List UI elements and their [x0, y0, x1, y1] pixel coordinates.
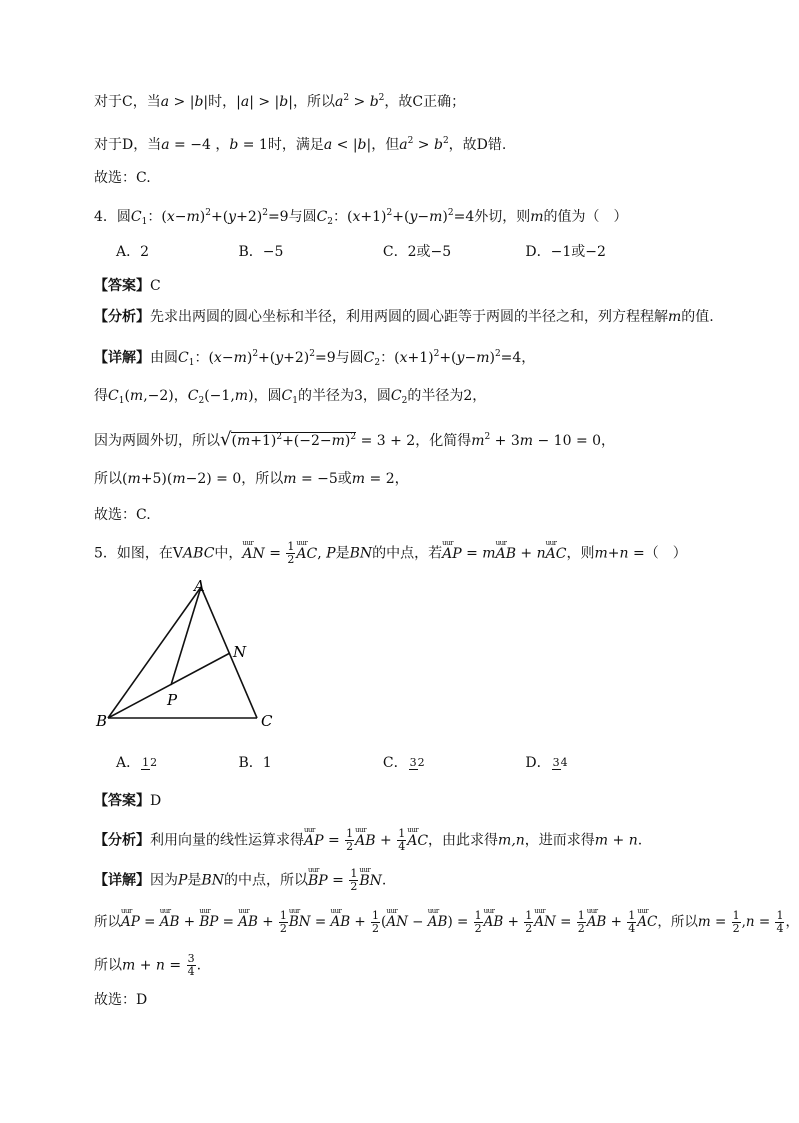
q4-detail-3a: 因为两圆外切，所以: [94, 433, 220, 449]
label-c: C: [261, 712, 273, 730]
side-ac: [201, 587, 257, 718]
q5-detail-2: 所以uur AP = uur AB + uur BP = uur AB + $\frac{1}{2}$ uur BN = uur AB + $\frac{1}{2}$ (uur AN − uur AB) = $\frac{1}{2}$ uur AB + $\frac{1}{2}$ uur AN = $\frac{1}{2}$ uur AB + $\frac{1}{4}$ uur AC，所以m = $\frac{1}{2}$ ,n = $\frac{1}{4}$ ，: [94, 910, 799, 935]
q5-answer-value: D: [150, 793, 162, 809]
q4-option-d[interactable]: D．−1或−2: [525, 244, 606, 260]
q4-options: [116, 242, 606, 262]
q5-detail-1: 【详解】因为P是BN的中点，所以uur BP = $\frac{1}{2}$ uur BN.: [94, 868, 386, 893]
q4-detail-2: 得$C_1(m,-2)$，$C_2(-1,m)$，圆$C_1$的半径为3，圆$C_2$的半径为2，: [94, 388, 487, 406]
q5-analysis-tag: 【分析】: [94, 832, 150, 849]
q5-stem: 5．如图，在VABC中，uur AN = $\frac{1}{2}$ uur AC, P是BN的中点，若uur AP = muur AB + nuur AC，则m+n =（ ）: [94, 541, 687, 566]
side-ab: [108, 587, 201, 718]
q4-option-c[interactable]: C．2或−5: [382, 244, 452, 260]
q5-answer-tag: 【答案】: [94, 793, 150, 809]
label-b: B: [96, 712, 108, 730]
q5-option-d[interactable]: D． 34: [525, 755, 568, 771]
q4-option-a[interactable]: A．2: [116, 244, 150, 260]
prev-solution-choose: 故选：C.: [94, 170, 151, 186]
q4-stem: 4．圆$C_1$：$(x-m)^2+(y+2)^2=9$与圆$C_2$：$(x+1)^2+(y-m)^2=4$外切，则m的值为（ ）: [94, 208, 628, 227]
q4-option-b[interactable]: B．−5: [238, 244, 284, 260]
q5-option-c[interactable]: C． 32: [382, 755, 425, 771]
q4-radicand: $(m+1)^2+(-2-m)^2$: [231, 432, 357, 449]
q5-option-b[interactable]: B．1: [238, 755, 272, 771]
q4-answer: [94, 276, 161, 296]
q5-detail-3: 所以m + n = $\frac{3}{4}$ .: [94, 952, 202, 978]
q4-detail-3: 因为两圆外切，所以$√(m+1)^2+(-2-m)^2 = 3 + 2$，化简得$m^2 + 3m - 10 = 0$，: [94, 429, 616, 450]
q4-detail-1: 【详解】由圆$C_1$：$(x-m)^2+(y+2)^2=9$与圆$C_2$：$(x+1)^2+(y-m)^2=4$，: [94, 349, 536, 368]
q5-option-a[interactable]: A． 12: [116, 755, 158, 771]
q5-detail-tag: 【详解】: [94, 872, 150, 889]
q4-analysis: 【分析】先求出两圆的圆心坐标和半径，利用两圆的圆心距等于两圆的半径之和，列方程程解m的值.: [94, 309, 714, 325]
q5-choose: 故选：D: [94, 992, 148, 1008]
label-a: A: [194, 577, 205, 595]
label-n: N: [233, 643, 247, 661]
triangle-figure: [90, 575, 290, 735]
prev-solution-line-c: 对于C，当a > |b|时，|a| > |b|，所以$a^2 > b^2$，故C正确；: [94, 93, 466, 110]
q4-detail-4: 所以(m+5)(m−2) = 0，所以m = −5或m = 2，: [94, 471, 409, 487]
q4-analysis-tag: 【分析】: [94, 309, 150, 325]
q4-answer-tag: 【答案】: [94, 278, 150, 294]
q4-answer-value: C: [150, 278, 161, 294]
q5-answer: [94, 791, 161, 811]
q4-detail-tag: 【详解】: [94, 350, 150, 366]
q5-analysis: 【分析】利用向量的线性运算求得uur AP = $\frac{1}{2}$ uur AB + $\frac{1}{4}$ uur AC，由此求得m,n，进而求得m + n.: [94, 828, 642, 853]
prev-solution-line-d: 对于D，当a = −4 ，b = 1时，满足a < |b|，但$a^2 > b^2$，故D错.: [94, 136, 507, 153]
q5-options: [116, 750, 569, 776]
q4-choose: 故选：C.: [94, 507, 151, 523]
label-p: P: [167, 691, 178, 709]
